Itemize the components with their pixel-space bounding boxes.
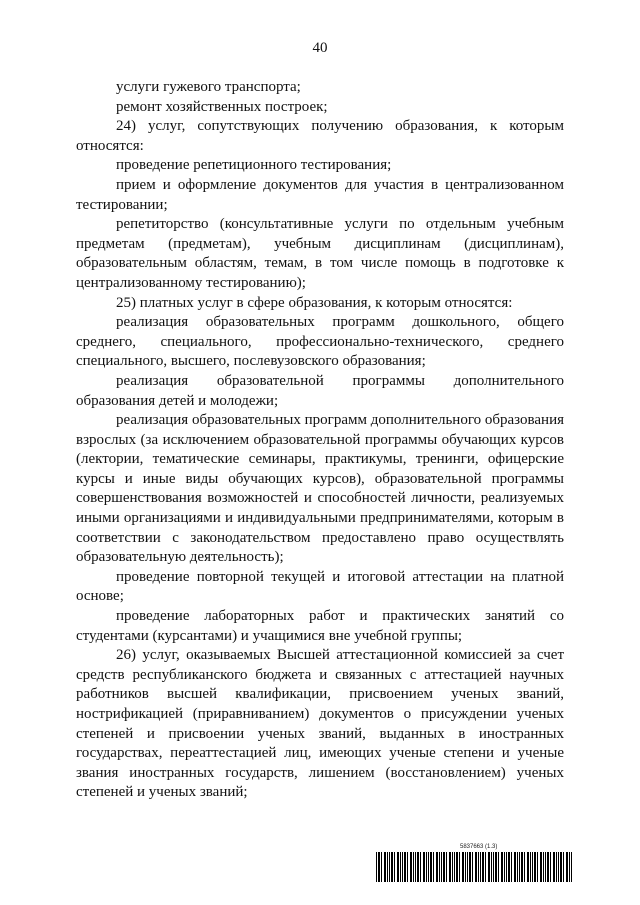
paragraph: проведение репетиционного тестирования; xyxy=(116,157,392,174)
paragraph: реализация образовательных программ дополнительного образования взрослых (за исключением образовательной программы обучающих курсов (лектории, тематические семинары, практикумы, тренинги, офицерские курсы и иные виды обучающих курсов), образовательной программы совершенствования возможностей и способностей личности, реализуемых иными организациями и индивидуальными предпринимателями, которым в соответствии с законодательством предоставлено право осуществлять образовательную деятельность); xyxy=(76,412,564,566)
paragraph: реализация образовательных программ дошкольного, общего среднего, специального, профессионально-технического, среднего специального, высшего, послевузовского образования; xyxy=(76,314,564,370)
body-text xyxy=(76,78,564,803)
barcode-icon xyxy=(376,852,573,882)
paragraph: проведение повторной текущей и итоговой аттестации на платной основе; xyxy=(76,568,564,605)
paragraph: 25) платных услуг в сфере образования, к которым относятся: xyxy=(116,294,513,311)
paragraph: прием и оформление документов для участия в централизованном тестировании; xyxy=(76,176,564,213)
paragraph: услуги гужевого транспорта; xyxy=(116,79,301,95)
barcode-label: 5837663 (1.3) xyxy=(460,844,498,850)
paragraph: 26) услуг, оказываемых Высшей аттестационной комиссией за счет средств республиканского бюджета и связанных с аттестацией научных работников высшей квалификации, присвоением ученых званий, нострификацией (приравниванием) документов о присуждении ученых степеней и присвоении ученых званий, выданных в иностранных государствах, переаттестацией лиц, имеющих ученые степени и ученые звания иностранных государств, лишением (восстановлением) ученых степеней и ученых званий; xyxy=(76,647,564,801)
paragraph: проведение лабораторных работ и практических занятий со студентами (курсантами) и учащимися вне учебной группы; xyxy=(76,608,564,644)
page-number: 40 xyxy=(312,40,328,56)
paragraph: реализация образовательной программы дополнительного образования детей и молодежи; xyxy=(76,372,564,409)
paragraph: ремонт хозяйственных построек; xyxy=(116,98,328,115)
paragraph: репетиторство (консультативные услуги по отдельным учебным предметам (предметам), учебным дисциплинам (дисциплинам), образовательным областям, темам, в том числе помощь в подготовке к централизованному тестированию); xyxy=(76,216,564,291)
paragraph: 24) услуг, сопутствующих получению образования, к которым относятся: xyxy=(76,118,564,154)
